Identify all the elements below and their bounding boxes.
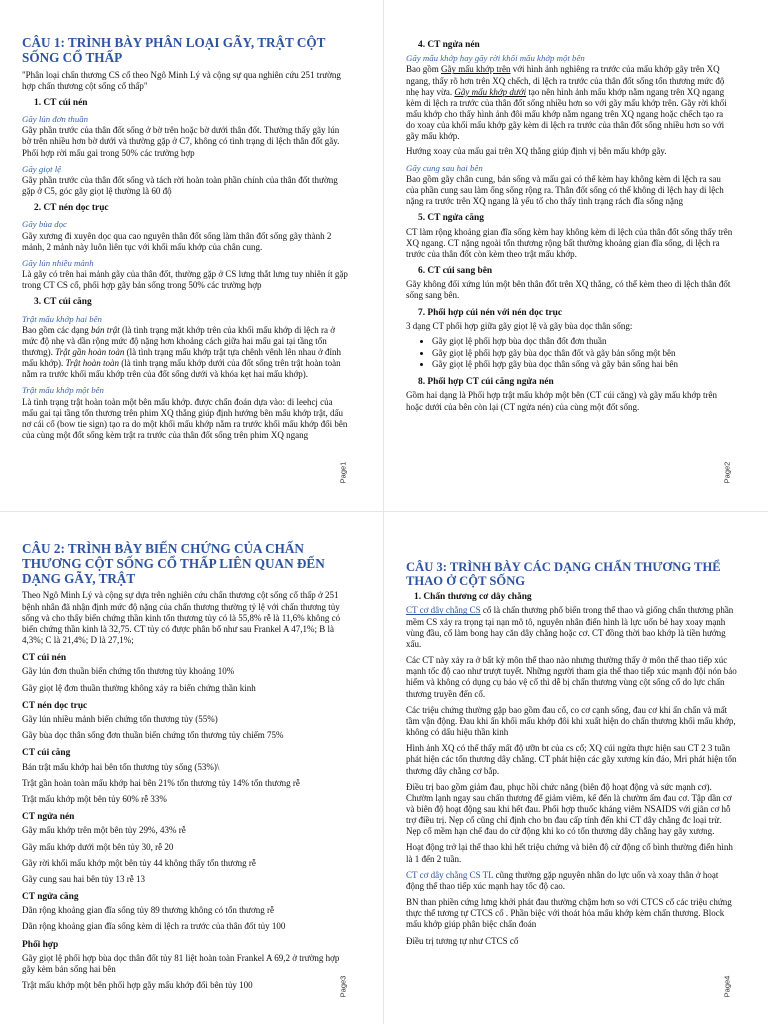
- complication-line: Gãy rời khối mấu khớp một bên tủy 44 không thấy tổn thương rễ: [22, 857, 256, 868]
- complication-heading-phoi-hop: Phối hợp: [22, 939, 59, 950]
- complication-line: Trật mấu khớp một bên tủy 60% rễ 33%: [22, 793, 167, 804]
- subheading-gay-bua-doc: Gãy bùa dọc: [22, 219, 67, 230]
- complication-line: Gãy bùa dọc thân sống đơn thuần biến chứng tổn thương tủy chiếm 75%: [22, 730, 284, 741]
- paragraph-ct-ngua-cang: CT làm rộng khoảng gian đĩa sống kèm hay không kèm di lệch của thân đốt sống thấy trên XQ ngang. CT nặng ngoài tổn thương rộng bất thường khoảng gian đĩa sống, di lệch ra trước của thân đốt còn kèm theo trật mấu khớp.: [406, 226, 733, 259]
- page-number: Page3: [338, 975, 348, 998]
- page-4: [384, 512, 768, 1024]
- text-run: cổ là chấn thương phổ biến trong thể thao và giống chấn thương phần mềm CS xảy ra trọng tại nạn mô tô, nguyên nhân điển hình là lực uốn bẻ hay xoay mạnh vùng đầu, cổ làm bong hay căn dây chằng hoặc cơ. CT đồng thời bao khớp là tiền hướng xấu.: [406, 605, 734, 649]
- list-item: • Gãy giọt lệ phối hợp bùa dọc thân đốt đơn thuần: [432, 336, 734, 348]
- section-6-heading: 6. CT cúi sang bên: [418, 265, 493, 276]
- complication-heading-ngua-cang: CT ngửa căng: [22, 891, 79, 902]
- paragraph-phoi-hop-cui-cang: Gồm hai dạng là Phối hợp trật mấu khớp một bên (CT cúi căng) và gãy mấu khớp trên hoặc dưới của bên còn lại (CT ngửa nén) của cùng một đốt sống.: [406, 390, 718, 412]
- paragraph-phoi-hop-intro: 3 dạng CT phối hợp giữa gãy giọt lệ và gãy bùa dọc thân sống:: [406, 320, 633, 331]
- complication-line: Gãy mấu khớp trên một bên tủy 29%, 43% rễ: [22, 825, 186, 836]
- complication-line: Gãy lún đơn thuần biến chứng tổn thương tủy khoảng 10%: [22, 666, 235, 677]
- bullet-list: [406, 336, 734, 371]
- subheading-gay-lun-nhieu-manh: Gãy lún nhiều mảnh: [22, 257, 94, 268]
- page-3: [0, 512, 384, 1024]
- text-run: (là tình trạng mấu khớp trật tựa chênh vênh lên nhau ở đỉnh mấu khớp).: [22, 346, 341, 369]
- section-7-heading: 7. Phối hợp cúi nén với nén dọc trục: [418, 307, 562, 318]
- subheading-gay-lun-don-thuan: Gãy lún đơn thuần: [22, 114, 89, 125]
- section-8-heading: 8. Phối hợp CT cúi căng ngửa nén: [418, 377, 554, 388]
- paragraph-gay-giot-le: Gãy phần trước của thân đốt sống và tách rời hoàn toàn phần chính của thân đốt thường gặp ở C5, góc gãy giọt lệ thường là 60 độ: [22, 174, 338, 196]
- paragraph: Các triệu chứng thường gặp bao gồm đau cổ, co cơ cạnh sống, đau cơ khi ấn chẩn và mất tầm vận động. Đau khi ấn khối mấu khớp đôi khi xuất hiện do chấn thương khối mấu khớp, không có dấu hiệu thần kinh: [406, 704, 736, 738]
- complication-line: Dãn rộng khoảng gian đĩa sống kèm di lệch ra trước của thân đốt tủy 100: [22, 921, 286, 932]
- section-2-heading: 2. CT nén dọc trục: [34, 203, 109, 214]
- complication-line: Trật mấu khớp một bên phối hợp gãy mấu khớp đối bên tủy 100: [22, 980, 253, 991]
- page-number: Page2: [722, 461, 732, 484]
- italic-term: Trật gần hoàn toàn: [55, 346, 125, 357]
- paragraph-trat-mau-khop-hai-ben: [22, 325, 350, 381]
- italic-term: Trật hoàn toàn: [65, 358, 120, 369]
- paragraph: Hình ảnh XQ có thể thấy mất độ ưỡn bt của cs cổ; XQ cúi ngửa thực hiện sau CT 2 3 tuần phát hiện các tổn thương dây chằng. CT phát hiện các gãy xương kín đáo, Mri phát hiện tổn thương dây chằng cơ bắp.: [406, 743, 737, 776]
- subheading-gay-giot-le: Gãy giọt lệ: [22, 163, 62, 174]
- complication-heading-cui-cang: CT cúi căng: [22, 748, 71, 759]
- section-4-heading: 4. CT ngửa nén: [418, 40, 480, 50]
- question-3-title: CÂU 3: TRÌNH BÀY CÁC DẠNG CHẤN THƯƠNG THỂ THAO Ở CỘT SỐNG: [406, 560, 721, 589]
- question-2-intro: Theo Ngô Minh Lý và cộng sự dựa trên nghiên cứu chấn thương cột sống cổ thấp ở 251 bệnh nhân đã nhận định mức độ nặng của chấn thương thường tỷ lệ với chấn thương tủy sống và cho thấy biến chứng thần kinh tổn thương tủy có là 55,8% rễ là 11,6% không có biến chứng thần kinh là 32,75. CT tủy có được phân bổ như sau Frankel A 47,1%; B là 4,3%; C là 21,4%; D là 27,1%;: [22, 590, 341, 645]
- highlighted-term: CT cơ dây chằng CS: [406, 605, 481, 616]
- complication-line: Gãy lún nhiều mảnh biến chứng tổn thương tủy (55%): [22, 714, 218, 724]
- complication-line: Gãy giọt lệ đơn thuần thường không xảy ra biến chứng thần kinh: [22, 682, 256, 693]
- paragraph-huong-xoay: Hướng xoay của mấu gai trên XQ thẳng giúp định vị bên mấu khớp gãy.: [406, 146, 667, 157]
- paragraph-gay-bua-doc: Gãy xương đi xuyên dọc qua cao nguyên thân đốt sống làm thân đốt sống gãy thành 2 mảnh, 2 mảnh này luôn liên tục với khối mấu khớp của chân cung.: [22, 230, 332, 252]
- text-run: Bao gồm các dạng: [22, 324, 91, 335]
- list-item: • Gãy giọt lệ phối hợp gãy bùa dọc thân đốt và gãy bản sống một bên: [432, 348, 734, 360]
- page-number: Page4: [722, 975, 732, 998]
- italic-term: bán trật: [90, 324, 120, 335]
- paragraph-ct-cui-sang-ben: Gãy không đối xứng lún một bên thân đốt trên XQ thẳng, có thể kèm theo di lệch thân đốt sống sang bên.: [406, 279, 731, 301]
- text-run: Bao gồm: [406, 64, 441, 75]
- subheading-gay-cung-sau: Gãy cung sau hai bên: [406, 162, 483, 173]
- question-2-title: CÂU 2: TRÌNH BÀY BIẾN CHỨNG CỦA CHẤN THƯƠNG CỘT SỐNG CỔ THẤP LIÊN QUAN ĐẾN DẠNG GÃY, TRẬT: [22, 541, 325, 586]
- section-1-heading: 1. CT cúi nén: [34, 97, 88, 108]
- subheading-gay-mau-khop: Gãy mấu khớp hay gãy rời khối mấu khớp một bên: [406, 53, 585, 64]
- complication-heading-cui-nen: CT cúi nén: [22, 653, 67, 664]
- paragraph-gay-lun-don-thuan: Gãy phần trước của thân đốt sống ở bờ trên hoặc bờ dưới thân đốt. Thường thấy gãy lún bờ trên nhiều hơn bờ dưới và thường gặp ở C7, không có tình trạng di lệch thân đốt gãy. Phối hợp rời mấu gai trong 50% các trường hợp: [22, 125, 340, 158]
- underlined-term: Gãy mấu khớp dưới: [454, 86, 527, 97]
- complication-line: Trật gần hoàn toàn mấu khớp hai bên 21% tổn thương tủy 14% tổn thương rễ: [22, 777, 300, 788]
- paragraph-gay-lun-nhieu-manh: Là gãy có trên hai mảnh gãy của thân đốt, thường gặp ở CS lưng thắt lưng tuy nhiên ít gặp trong CT CS cổ, phối hợp gãy bản sống trong 50% các trường hợp: [22, 268, 348, 291]
- paragraph-ct-co-day-chang-cs: [406, 605, 738, 650]
- paragraph: BN than phiền cứng lưng khởi phát đau thường chậm hơn so với CTCS cổ các triệu chứng thực thể tương tự CTCS cổ . Phần biệc với thoát hóa mấu khớp kèm chấn thương. Block mấu khớp giúp phân biệc chẩn đoán: [406, 897, 732, 930]
- complication-line: Gãy giọt lệ phối hợp bùa dọc thân đốt tủy 81 liệt hoàn toàn Frankel A 69,2 ở trường hợp gãy kèm bản sống hai bên: [22, 952, 340, 974]
- list-item: • Gãy giọt lệ phối hợp gãy bùa dọc thân sống và gãy bản sống hai bên: [432, 359, 734, 371]
- subheading-trat-mau-khop-mot-ben: Trật mấu khớp một bên: [22, 385, 104, 396]
- subheading-trat-mau-khop-hai-ben: Trật mấu khớp hai bên: [22, 313, 102, 324]
- complication-line: Gãy mấu khớp dưới một bên tủy 30, rễ 20: [22, 841, 174, 852]
- complication-line: Bán trật mấu khớp hai bên tổn thương tủy sống (53%)\: [22, 761, 220, 772]
- paragraph: Các CT này xảy ra ở bất kỳ môn thể thao nào nhưng thường thấy ở môn thể thao tiếp xúc mạnh tốc độ cao như trượt tuyết. Những người tham gia thể thao tiếp xúc mạnh đội nón bảo hiểm và không có dụng cụ bảo vệ cổ thì dễ bị chấn thương vùng cột sống cổ do lực chấn thương truyền đến cổ.: [406, 655, 737, 699]
- text-run: cũng thường gặp nguyên nhân do lực uốn và xoay thân ở hoạt động thể thao tiếp xúc mạnh hay tốc độ cao.: [406, 869, 719, 891]
- paragraph-ct-co-day-chang-cs-tl: [406, 870, 738, 892]
- paragraph: Hoạt động trở lại thể thao khi hết triệu chứng và biên độ cử động cổ bình thường điển hình là 1 đến 2 tuần.: [406, 842, 733, 864]
- text-run: (là tình trạng mặt khớp trên của khối mấu khớp di lệch ra ở mức độ nhẹ và dần rộng mức độ nặng hơn khoảng cách giữa hai mấu gai tại tầng tổn thương).: [22, 324, 335, 357]
- question-1-title: CÂU 1: TRÌNH BÀY PHÂN LOẠI GÃY, TRẬT CỘT SỐNG CỔ THẤP: [22, 35, 326, 65]
- underlined-term: Gãy mấu khớp trên: [441, 64, 511, 75]
- section-1-heading: 1. Chấn thương cơ dây chằng: [414, 592, 532, 603]
- text-run: tạo nên hình ảnh mấu khớp nằm ngang trên XQ ngang kèm di lệch ra trước của thân đốt sống nhiều hơn so với gãy mấu khớp trên. Gãy rời khối mấu khớp cho thấy hình ảnh đôi mấu khớp nằm ngang trên XQ ngang hoặc chếch tạo ra do xoay của khối mấu khớp gãy kèm di lệch ra trước của thân đốt sống nhiều hơn so với gãy mấu khớp.: [406, 86, 727, 142]
- question-1-intro: "Phân loại chấn thương CS cổ theo Ngô Minh Lý và cộng sự qua nghiên cứu 251 trường hợp chấn thương cột sống cổ thấp": [22, 69, 341, 91]
- paragraph-gay-mau-khop: [406, 64, 734, 142]
- paragraph-gay-cung-sau: Bao gồm gãy chân cung, bản sống và mấu gai có thể kèm hay không kèm di lệch ra sau của phần cung sau làm ống sống rộng ra. Thân đốt sống có thể không di lệch hay di lệch nặng ra trước trên XQ ngang là yếu tố cho thấy tình trạng rách đĩa sống nặng: [406, 173, 724, 207]
- page-number: Page1: [338, 461, 348, 484]
- text-run: (là tình trạng mấu khớp dưới của đốt sống trên trật hoàn toàn nằm ra trước khối mấu khớp trên của đốt sống dưới và khóa kẹt hai mấu khớp).: [22, 358, 341, 380]
- paragraph: Điều trị bao gồm giảm đau, phục hồi chức năng (biên độ hoạt động và sức mạnh cơ). Chườm lạnh ngay sau chấn thương để giảm viêm, kế đến là chườm ấm đau cơ. Tập dần cơ và biên độ hoạt động sau khi hết đau. Phối hợp thuốc kháng viêm NSAIDS với giãn cơ hỗ trợ điều trị. Nẹp cổ cũng chỉ định cho bn đau cấp tính đến khi CT dây chằng đc loại trừ. Nẹp cổ mềm hạn chế đau do cử động khi ko có tổn thương dây chằng hay gãy xương.: [406, 781, 732, 837]
- paragraph: Điều trị tương tự như CTCS cổ: [406, 935, 519, 946]
- complication-heading-ngua-nen: CT ngửa nén: [22, 812, 75, 823]
- complication-heading-nen-doc-truc: CT nén dọc trục: [22, 700, 88, 711]
- page-2: [384, 0, 768, 512]
- section-5-heading: 5. CT ngửa căng: [418, 213, 484, 224]
- text-run: với hình ảnh nghiêng ra trước của mấu khớp gãy trên XQ ngang, thấy rõ hơn trên XQ chếch, di lệch ra trước của thân đốt sống tổn thương mức độ nhẹ hay vừa.: [406, 64, 725, 97]
- paragraph-trat-mau-khop-mot-ben: Là tình trạng trật hoàn toàn một bên mấu khớp. được chẩn đoán dựa vào: di leehcj của mấu gai tại tầng tổn thương trên phim XQ thẳng giúp định hướng bên mấu khớp trật, dấu nơ cái cổ (bow tie sign) tạo ra do một khối mấu khớp nằm ra trước khối mấu khớp đối bên của cùng một đốt sống kèm trật ra trước của thân đốt sống trên phim XQ ngang: [22, 396, 348, 441]
- section-3-heading: 3. CT cúi căng: [34, 297, 92, 308]
- highlighted-term: CT cơ dây chằng CS TL: [406, 869, 494, 880]
- complication-line: Gãy cung sau hai bên tủy 13 rễ 13: [22, 873, 145, 884]
- page-1: [0, 0, 384, 512]
- complication-line: Dãn rộng khoảng gian đĩa sống tủy 89 thương không có tổn thương rễ: [22, 905, 274, 916]
